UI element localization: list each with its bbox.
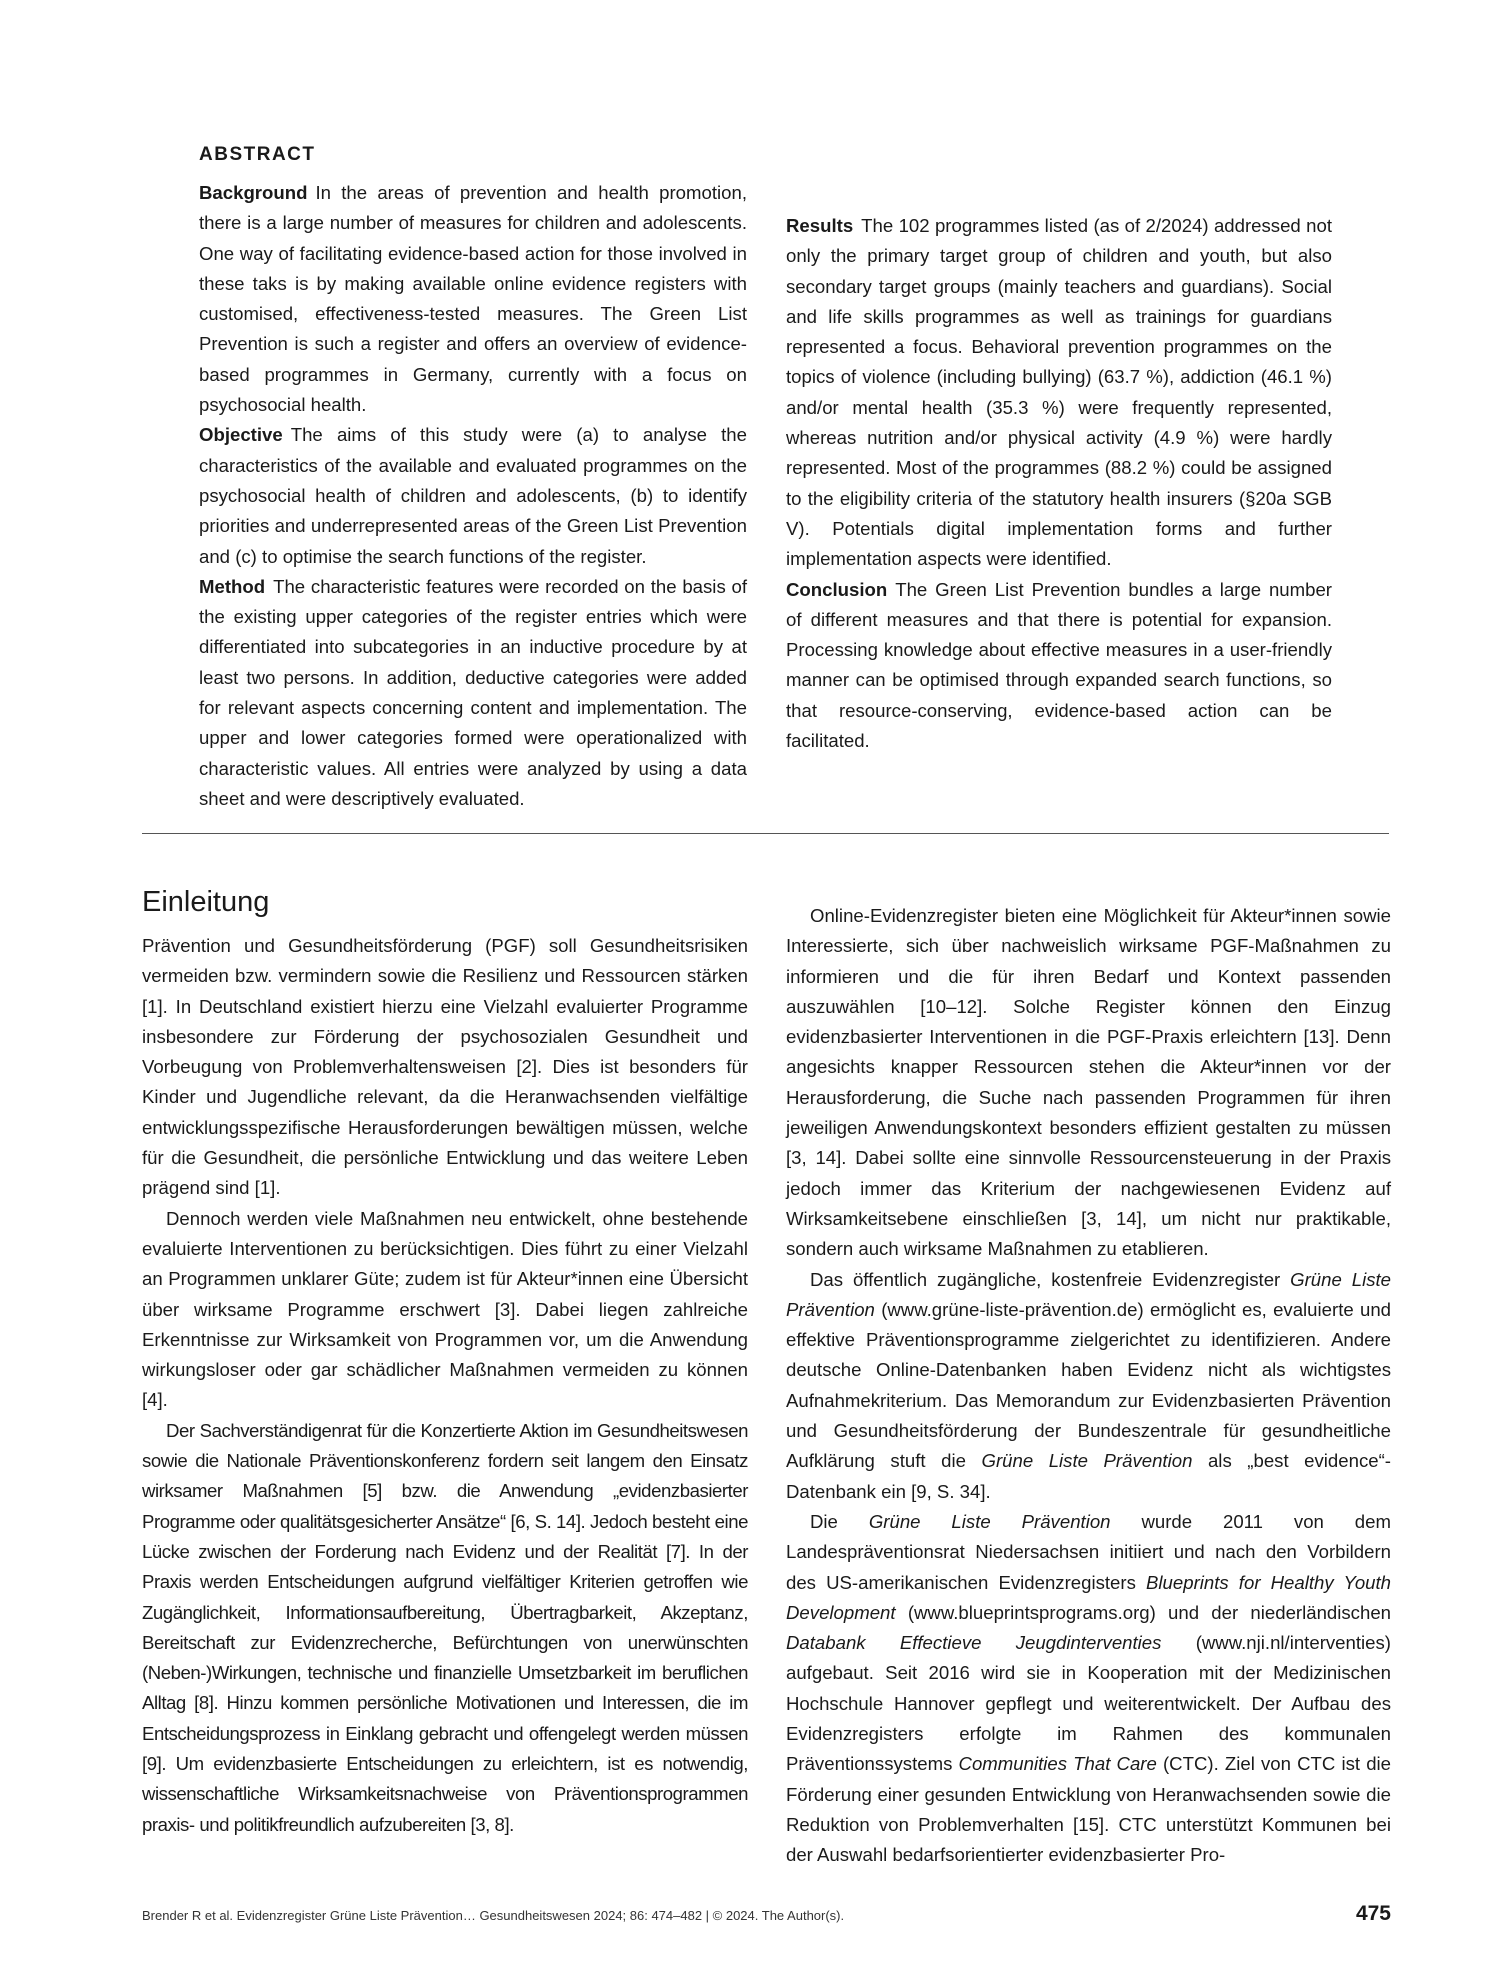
p6-italic-1: Grüne Liste Prävention	[868, 1510, 1111, 1532]
abstract-objective	[199, 420, 747, 571]
page-number: 475	[1355, 1902, 1391, 1925]
results-label: Results	[786, 215, 854, 236]
p6-italic-3: Databank Effectieve Jeugdinterventies	[786, 1632, 1162, 1654]
section-title: Einleitung	[142, 886, 270, 918]
abstract-conclusion	[786, 575, 1332, 757]
p6-text-c: (www.blueprintsprograms.org) und der niederländischen	[907, 1601, 1392, 1623]
p5-text-c: als „best evidence“-Datenbank ein [9, S. 34].	[786, 1450, 1391, 1502]
p6-italic-2: Blueprints for Healthy Youth Development	[786, 1571, 1392, 1623]
results-text: The 102 programmes listed (as of 2/2024) addressed not only the primary target group of children and youth, but also secondary target groups (mainly teachers and guardians). Social and life skills programmes as well as trainings for guardians represented a focus. Behavioral prevention programmes on the topics of violence (including bullying) (63.7 %), addiction (46.1 %) and/or mental health (35.3 %) were frequently represented, whereas nutrition and/or physical activity (4.9 %) were hardly represented. Most of the programmes (88.2 %) could be assigned to the eligibility criteria of the statutory health insurers (§20a SGB V). Potentials digital implementation forms and further implementation aspects were identified.	[786, 215, 1332, 570]
objective-label: Objective	[199, 424, 283, 446]
p6-italic-4: Communities That Care	[958, 1753, 1157, 1775]
method-label: Method	[199, 575, 266, 597]
background-text: In the areas of prevention and health promotion, there is a large number of measures for children and adolescents. One way of facilitating evidence-based action for those involved in these taks is by making available online evidence registers with customised, effectiveness-tested measures. The Green List Prevention is such a register and offers an overview of evidence-based programmes in Germany, currently with a focus on psychosocial health.	[199, 182, 747, 416]
conclusion-label: Conclusion	[786, 578, 888, 600]
abstract-heading: ABSTRACT	[199, 144, 316, 165]
body-right-column	[786, 901, 1391, 1871]
body-left-column	[142, 931, 748, 1840]
body-paragraph-6	[786, 1507, 1391, 1871]
method-text: The characteristic features were recorded on the basis of the existing upper categories of the register entries which were differentiated into subcategories in an inductive procedure by at least two persons. In addition, deductive categories were added for relevant aspects concerning content and implementation. The upper and lower categories formed were operationalized with characteristic values. All entries were analyzed by using a data sheet and were descriptively evaluated.	[199, 575, 747, 809]
body-paragraph-3: Der Sachverständigenrat für die Konzertierte Aktion im Gesundheitswesen sowie die Nationale Präventionskonferenz fordern seit langem den Einsatz wirksamer Maßnahmen [5] bzw. die Anwendung „evidenzbasierter Programme oder qualitätsgesicherter Ansätze“ [6, S. 14]. Jedoch besteht eine Lücke zwischen der Forderung nach Evidenz und der Realität [7]. In der Praxis werden Entscheidungen aufgrund vielfältiger Kriterien getroffen wie Zugänglichkeit, Informationsaufbereitung, Übertragbarkeit, Akzeptanz, Bereitschaft zur Evidenzrecherche, Befürchtungen von unerwünschten (Neben-)Wirkungen, technische und finanzielle Umsetzbarkeit im beruflichen Alltag [8]. Hinzu kommen persönliche Motivationen und Interessen, die im Entscheidungsprozess in Einklang gebracht und offengelegt werden müssen [9]. Um evidenzbasierte Entscheidungen zu erleichtern, ist es notwendig, wissenschaftliche Wirksamkeitsnachweise von Präventionsprogrammen praxis- und politikfreundlich aufzubereiten [3, 8].	[142, 1419, 748, 1835]
objective-text: The aims of this study were (a) to analyse the characteristics of the available and evaluated programmes on the psychosocial health of children and adolescents, (b) to identify priorities and underrepresented areas of the Green List Prevention and (c) to optimise the search functions of the register.	[199, 424, 747, 567]
body-paragraph-2: Dennoch werden viele Maßnahmen neu entwickelt, ohne bestehende evaluierte Interventionen zu berücksichtigen. Dies führt zu einer Vielzahl an Programmen unklarer Güte; zudem ist für Akteur*innen eine Übersicht über wirksame Programme erschwert [3]. Dabei liegen zahlreiche Erkenntnisse zur Wirksamkeit von Programmen vor, um die Anwendung wirkungsloser oder gar schädlicher Maßnahmen vermeiden zu können [4].	[142, 1207, 748, 1411]
abstract-method	[199, 572, 747, 814]
body-paragraph-4: Online-Evidenzregister bieten eine Möglichkeit für Akteur*innen sowie Interessierte, sich über nachweislich wirksame PGF-Maßnahmen zu informieren und die für ihren Bedarf und Kontext passenden auszuwählen [10–12]. Solche Register können den Einzug evidenzbasierter Interventionen in die PGF-Praxis erleichtern [13]. Denn angesichts knapper Ressourcen stehen die Akteur*innen vor der Herausforderung, die Suche nach passenden Programmen für ihren jeweiligen Anwendungskontext besonders effizient gestalten zu müssen [3, 14]. Dabei sollte eine sinnvolle Ressourcensteuerung in der Praxis jedoch immer das Kriterium der nachgewiesenen Evidenz auf Wirksamkeitsebene einschließen [3, 14], um nicht nur praktikable, sondern auch wirksame Maßnahmen zu etablieren.	[786, 905, 1391, 1260]
p6-text-b: wurde 2011 von dem Landespräventionsrat Niedersachsen initiiert und nach den Vorbildern des US-amerikanischen Evidenzregisters	[786, 1510, 1391, 1593]
body-paragraph-1: Prävention und Gesundheitsförderung (PGF) soll Gesundheitsrisiken vermeiden bzw. vermindern sowie die Resilienz und Ressourcen stärken [1]. In Deutschland existiert hierzu eine Vielzahl evaluierter Programme insbesondere zur Förderung der psychosozialen Gesundheit und Vorbeugung von Problemverhaltensweisen [2]. Dies ist besonders für Kinder und Jugendliche relevant, da die Heranwachsenden vielfältige entwicklungsspezifische Herausforderungen bewältigen müssen, welche für die Gesundheit, die persönliche Entwicklung und das weitere Leben prägend sind [1].	[142, 935, 748, 1199]
abstract-right-column	[786, 151, 1332, 756]
p6-text-e: (CTC). Ziel von CTC ist die Förderung einer gesunden Entwicklung von Heranwachsenden sowie die Reduktion von Problemverhalten [15]. CTC unterstützt Kommunen bei der Auswahl bedarfsorientierter evidenzbasierter Pro-	[786, 1753, 1392, 1866]
p6-text-d: (www.nji.nl/interventies) aufgebaut. Seit 2016 wird sie in Kooperation mit der Medizinischen Hochschule Hannover gepflegt und weiterentwickelt. Der Aufbau des Evidenzregisters erfolgte im Rahmen des kommunalen Präventionssystems	[786, 1632, 1391, 1775]
p6-text-a: Die	[810, 1510, 838, 1532]
section-divider	[142, 833, 1389, 834]
abstract-results	[786, 211, 1332, 575]
body-paragraph-5	[786, 1265, 1391, 1507]
p5-italic-1: Grüne Liste Prävention	[786, 1268, 1392, 1320]
p5-text-b: (www.grüne-liste-prävention.de) ermöglicht es, evaluierte und effektive Präventionsprogramme zielgerichtet zu identifizieren. Andere deutsche Online-Datenbanken haben Evidenz nicht als wichtigstes Aufnahmekriterium. Das Memorandum zur Evidenzbasierten Prävention und Gesundheitsförderung der Bundeszentrale für gesundheitliche Aufklärung stuft die	[786, 1298, 1391, 1472]
p5-italic-2: Grüne Liste Prävention	[981, 1450, 1193, 1472]
conclusion-text: The Green List Prevention bundles a large number of different measures and that there is potential for expansion. Processing knowledge about effective measures in a user-friendly manner can be optimised through expanded search functions, so that resource-conserving, evidence-based action can be facilitated.	[786, 578, 1332, 752]
abstract-background	[199, 178, 747, 420]
background-label: Background	[199, 182, 308, 203]
footer-citation: Brender R et al. Evidenzregister Grüne Liste Prävention… Gesundheitswesen 2024; 86: 474–482 | © 2024. The Author(s).	[142, 1908, 845, 1923]
abstract-left-column	[199, 140, 747, 814]
p5-text-a: Das öffentlich zugängliche, kostenfreie Evidenzregister	[810, 1268, 1281, 1290]
